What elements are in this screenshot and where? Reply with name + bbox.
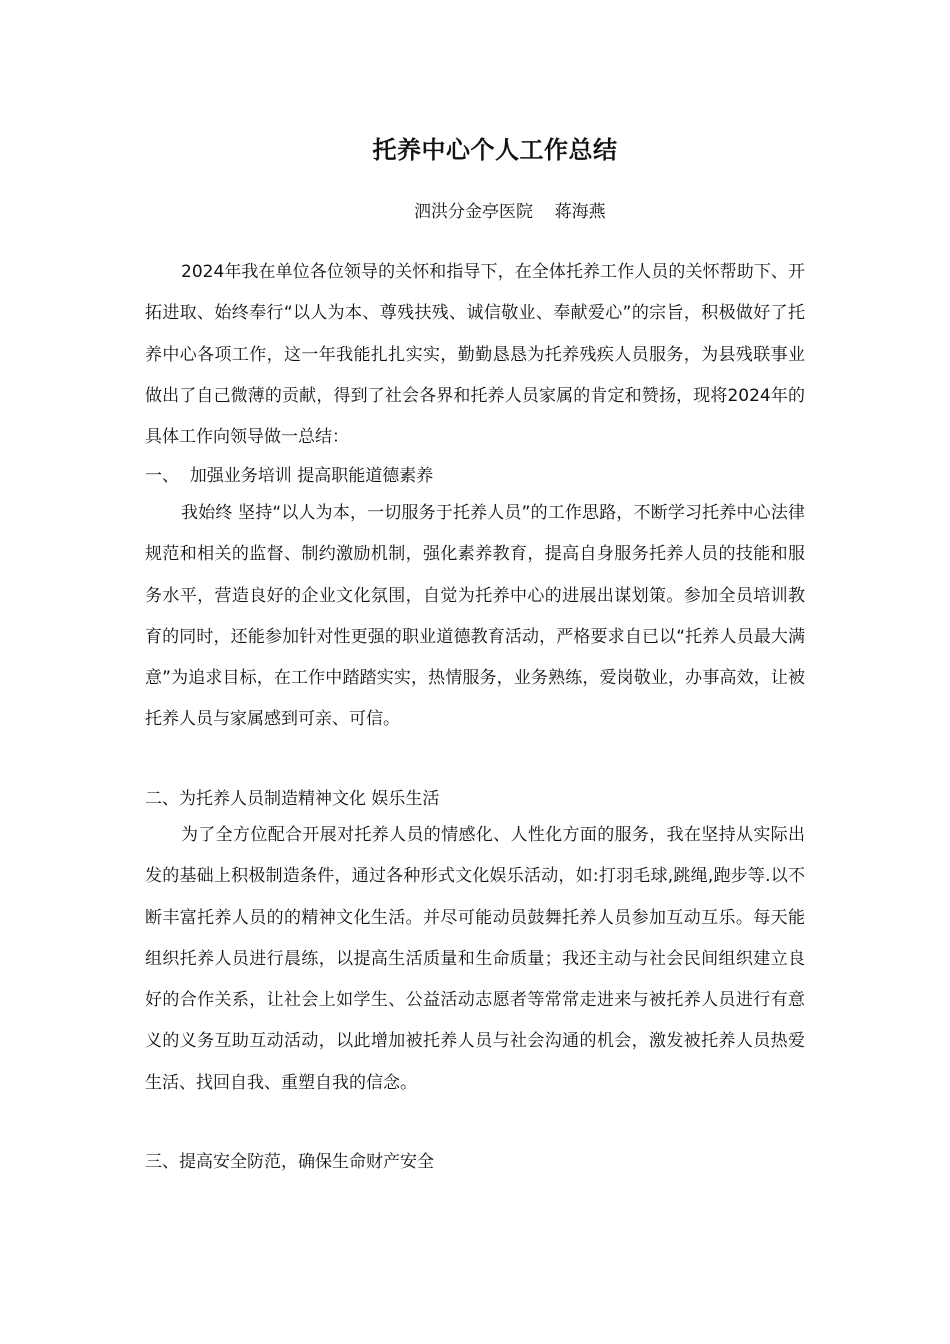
heading-text: 二、为托养人员制造精神文化 娱乐生活 — [145, 789, 440, 809]
body-paragraph-section-2 — [145, 815, 805, 1104]
heading-text: 三、提高安全防范，确保生命财产安全 — [145, 1152, 434, 1172]
body-paragraph-intro — [145, 252, 805, 458]
section-heading-1 — [145, 457, 805, 495]
section-heading-2 — [145, 780, 805, 818]
heading-text: 一、 加强业务培训 提高职能道德素养 — [145, 466, 434, 486]
section-heading-3 — [145, 1143, 805, 1181]
paragraph-text: 为了全方位配合开展对托养人员的情感化、人性化方面的服务，我在坚持从实际出发的基础上积极制造条件，通过各种形式文化娱乐活动，如:打羽毛球,跳绳,跑步等.以不断丰富托养人员的的精神文化生活。并尽可能动员鼓舞托养人员参加互动互乐。每天能组织托养人员进行晨练，以提高生活质量和生命质量；我还主动与社会民间组织建立良好的合作关系，让社会上如学生、公益活动志愿者等常常走进来与被托养人员进行有意义的义务互助互动活动，以此增加被托养人员与社会沟通的机会，激发被托养人员热爱生活、找回自我、重塑自我的信念。 — [145, 825, 805, 1093]
paragraph-text: 我始终 坚持“以人为本，一切服务于托养人员”的工作思路，不断学习托养中心法律规范和相关的监督、制约激励机制，强化素养教育，提高自身服务托养人员的技能和服务水平，营造良好的企业文化氛围，自觉为托养中心的进展出谋划策。参加全员培训教育的同时，还能参加针对性更强的职业道德教育活动，严格要求自已以“托养人员最大满意”为追求目标，在工作中踏踏实实，热情服务，业务熟练，爱岗敬业，办事高效，让被托养人员与家属感到可亲、可信。 — [145, 503, 805, 730]
document-title: 托养中心个人工作总结 — [372, 136, 618, 164]
author-line: 泗洪分金亭医院 蒋海燕 — [414, 202, 606, 222]
body-paragraph-section-1 — [145, 493, 805, 741]
paragraph-text: 2024年我在单位各位领导的关怀和指导下，在全体托养工作人员的关怀帮助下、开拓进取、始终奉行“以人为本、尊残扶残、诚信敬业、奉献爱心”的宗旨，积极做好了托养中心各项工作，这一年我能扎扎实实，勤勤恳恳为托养残疾人员服务，为县残联事业做出了自己微薄的贡献，得到了社会各界和托养人员家属的肯定和赞扬，现将2024年的具体工作向领导做一总结： — [145, 262, 805, 448]
